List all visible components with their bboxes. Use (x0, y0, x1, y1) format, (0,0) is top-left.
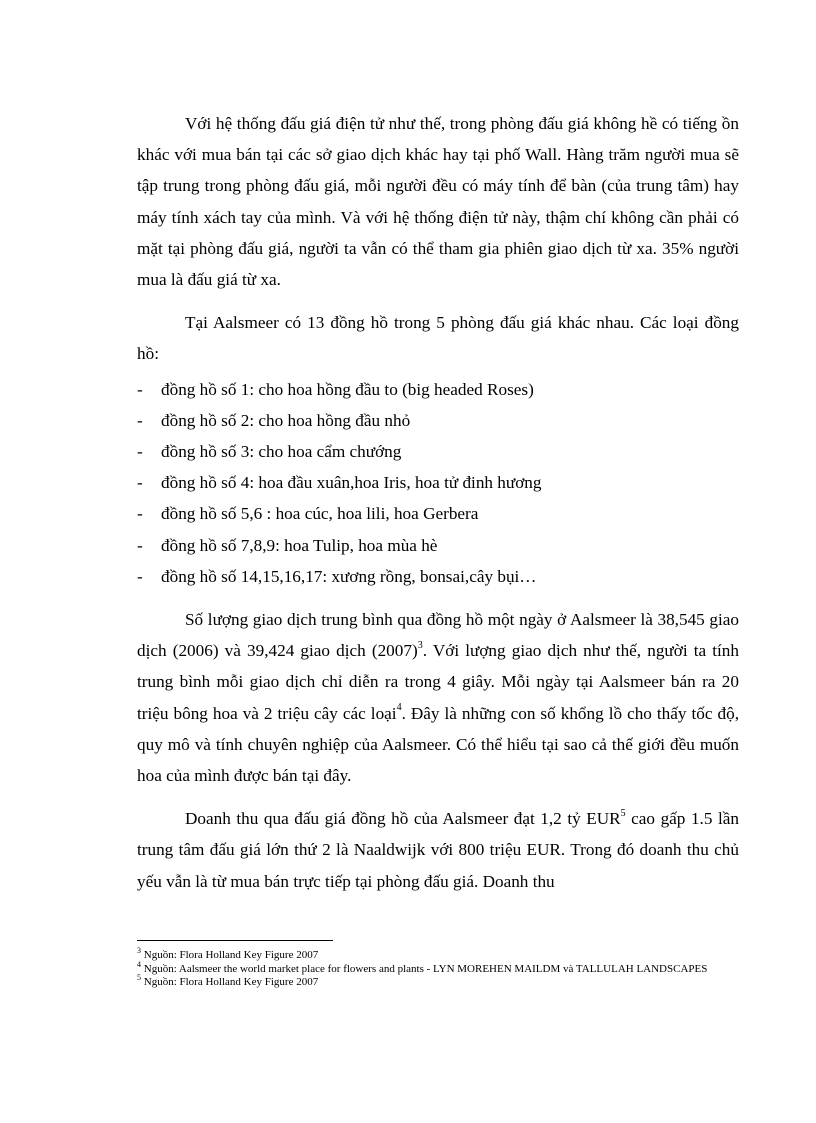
list-item (137, 530, 739, 561)
footnote-number: 4 (137, 959, 141, 969)
paragraph-text: . Với lượng giao dịch như thế, người ta tính trung bình mỗi giao dịch chỉ diễn ra trong 4 giây. Mỗi ngày tại Aalsmeer bán ra 20 triệu bông hoa và 2 triệu cây các loại (137, 641, 739, 723)
body-text (137, 108, 739, 897)
list-dash: - (137, 473, 143, 493)
footnote-number: 3 (137, 946, 141, 956)
list-item-text: đồng hồ số 3: cho hoa cẩm chướng (161, 442, 402, 462)
footnote-ref-5[interactable]: 5 (620, 807, 626, 819)
list-item (137, 561, 739, 592)
paragraph-transaction-volume (137, 604, 739, 791)
paragraph-revenue (137, 803, 739, 897)
list-item-text: đồng hồ số 4: hoa đầu xuân,hoa Iris, hoa tử đinh hương (161, 473, 542, 493)
footnote-ref-3[interactable]: 3 (417, 639, 423, 651)
list-item (137, 498, 739, 529)
footnote-3 (137, 946, 739, 963)
paragraph-text: Doanh thu qua đấu giá đồng hồ của Aalsmeer đạt 1,2 tỷ EUR (185, 809, 621, 829)
list-dash: - (137, 504, 143, 524)
footnote-ref-4[interactable]: 4 (396, 701, 402, 713)
footnote-text: Nguồn: Flora Holland Key Figure 2007 (141, 949, 319, 961)
list-item-text: đồng hồ số 5,6 : hoa cúc, hoa lili, hoa Gerbera (161, 504, 479, 524)
footnotes (137, 946, 739, 990)
paragraph-clock-intro: Tại Aalsmeer có 13 đồng hồ trong 5 phòng đấu giá khác nhau. Các loại đồng hồ: (137, 313, 739, 364)
footnote-4 (137, 959, 739, 977)
list-item (137, 436, 739, 467)
list-dash: - (137, 566, 143, 586)
footnote-text: Nguồn: Aalsmeer the world market place for flowers and plants - LYN MOREHEN MAILDM và TALLULAH LANDSCAPES (141, 962, 708, 975)
paragraph-text: . Đây là những con số khổng lồ cho thấy tốc độ, quy mô và tính chuyên nghiệp của Aalsmeer. Có thể hiểu tại sao cả thế giới đều muốn hoa của mình được bán tại đây. (137, 703, 739, 786)
clock-list (137, 374, 739, 592)
footnote-number: 5 (137, 973, 141, 983)
list-dash: - (137, 410, 143, 430)
list-item (137, 405, 739, 436)
list-dash: - (137, 442, 143, 462)
list-item-text: đồng hồ số 7,8,9: hoa Tulip, hoa mùa hè (161, 535, 438, 555)
paragraph-electronic-auction: Với hệ thống đấu giá điện tử như thế, trong phòng đấu giá không hề có tiếng ồn khác với mua bán tại các sở giao dịch khác hay tại phố Wall. Hàng trăm người mua sẽ tập trung trong phòng đấu giá, mỗi người đều có máy tính để bàn (của trung tâm) hay máy tính xách tay của mình. Và với hệ thống điện tử này, thậm chí không cần phải có mặt tại phòng đấu giá, người ta vẫn có thể tham gia phiên giao dịch từ xa. 35% người mua là đấu giá từ xa. (137, 114, 739, 290)
list-item (137, 374, 739, 405)
footnote-5 (137, 973, 739, 990)
list-dash: - (137, 535, 143, 555)
footnote-text: Nguồn: Flora Holland Key Figure 2007 (141, 976, 319, 988)
list-item-text: đồng hồ số 14,15,16,17: xương rồng, bonsai,cây bụi… (161, 566, 537, 586)
paragraph-text: cao gấp 1.5 lần trung tâm đấu giá lớn thứ 2 là Naaldwijk với 800 triệu EUR. Trong đó doanh thu chủ yếu vẫn là từ mua bán trực tiếp tại phòng đấu giá. Doanh thu (137, 809, 739, 891)
list-item-text: đồng hồ số 2: cho hoa hồng đầu nhỏ (161, 410, 411, 430)
footnote-separator (137, 940, 333, 941)
list-item (137, 467, 739, 498)
list-dash: - (137, 379, 143, 399)
paragraph-text: Số lượng giao dịch trung bình qua đồng hồ một ngày ở Aalsmeer là 38,545 giao dịch (2006) và 39,424 giao dịch (2007) (137, 610, 739, 661)
list-item-text: đồng hồ số 1: cho hoa hồng đầu to (big headed Roses) (161, 379, 534, 399)
